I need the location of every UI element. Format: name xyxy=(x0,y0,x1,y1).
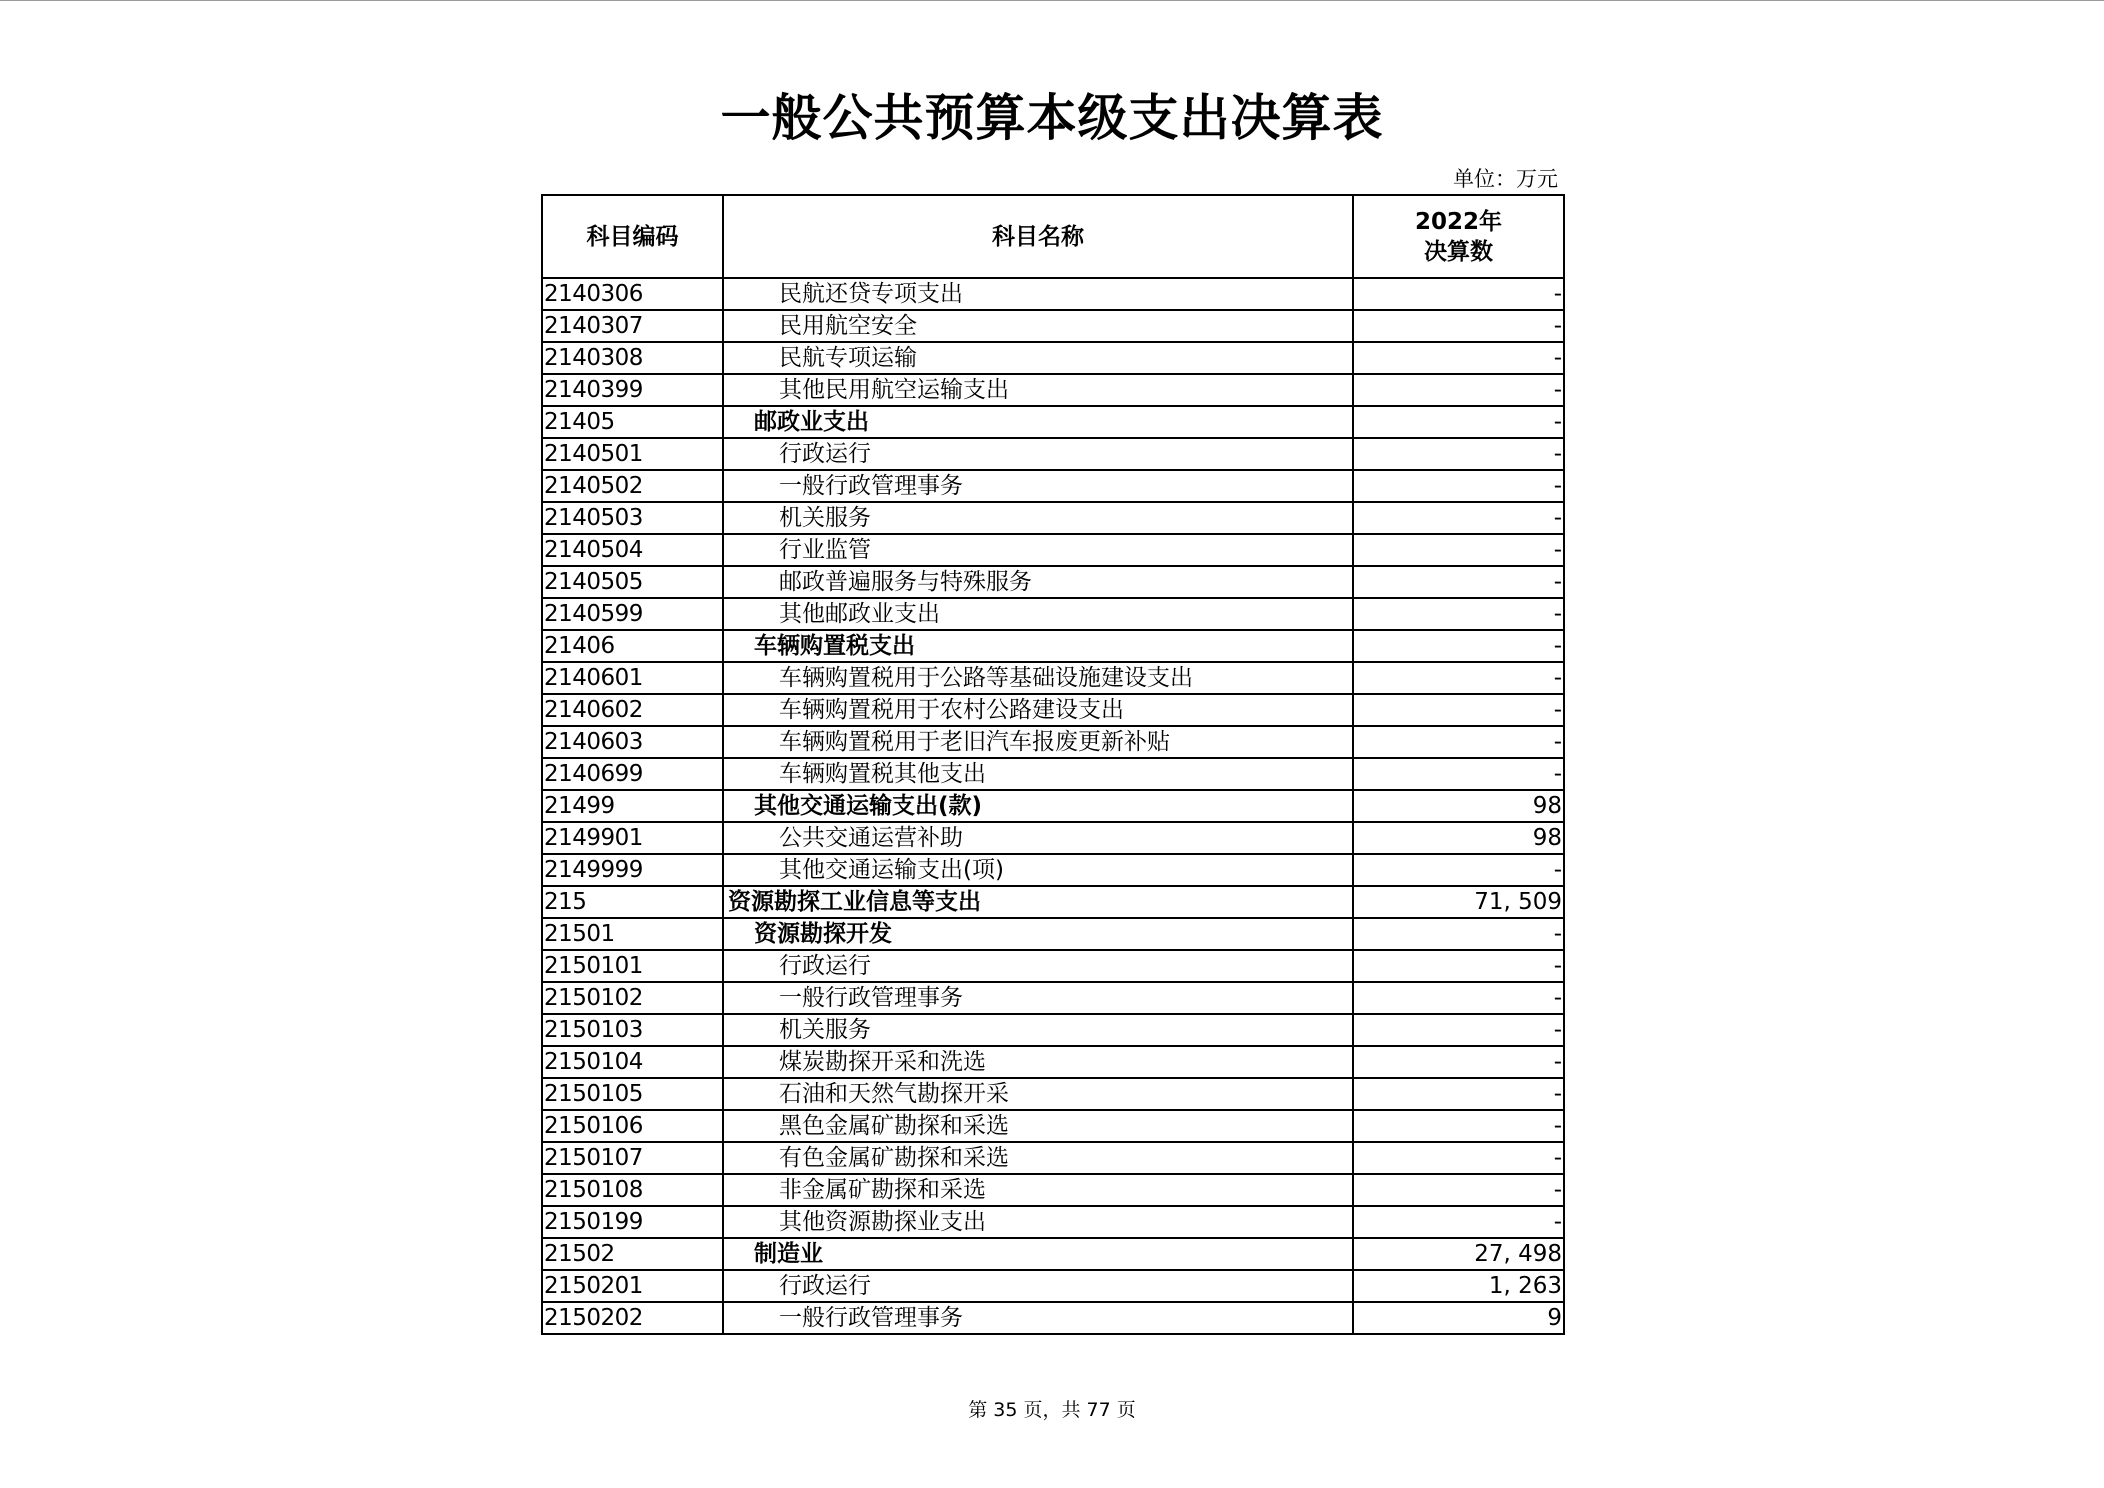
row-value: - xyxy=(1353,1046,1564,1078)
row-name: 其他民用航空运输支出 xyxy=(723,374,1353,406)
header-value xyxy=(1353,195,1564,278)
row-name: 石油和天然气勘探开采 xyxy=(723,1078,1353,1110)
row-code: 2140699 xyxy=(542,758,723,790)
row-value: 9 xyxy=(1353,1302,1564,1334)
row-code: 21405 xyxy=(542,406,723,438)
row-value: - xyxy=(1353,374,1564,406)
table-row xyxy=(542,1110,1564,1142)
row-value: 71, 509 xyxy=(1353,886,1564,918)
table-row xyxy=(542,1046,1564,1078)
row-name: 其他邮政业支出 xyxy=(723,598,1353,630)
header-name: 科目名称 xyxy=(723,195,1353,278)
table-row xyxy=(542,886,1564,918)
row-name: 车辆购置税用于公路等基础设施建设支出 xyxy=(723,662,1353,694)
table-row xyxy=(542,374,1564,406)
row-value: - xyxy=(1353,982,1564,1014)
row-code: 2150104 xyxy=(542,1046,723,1078)
table-row xyxy=(542,470,1564,502)
table-row xyxy=(542,598,1564,630)
row-value: - xyxy=(1353,406,1564,438)
table-row xyxy=(542,502,1564,534)
row-code: 2140505 xyxy=(542,566,723,598)
table-row xyxy=(542,1270,1564,1302)
row-code: 2140502 xyxy=(542,470,723,502)
budget-table xyxy=(541,194,1565,1335)
table-row xyxy=(542,790,1564,822)
row-value: 27, 498 xyxy=(1353,1238,1564,1270)
row-value: - xyxy=(1353,470,1564,502)
table-row xyxy=(542,310,1564,342)
table-body xyxy=(542,278,1564,1334)
row-value: - xyxy=(1353,598,1564,630)
row-code: 21501 xyxy=(542,918,723,950)
row-code: 2150101 xyxy=(542,950,723,982)
row-name: 一般行政管理事务 xyxy=(723,1302,1353,1334)
row-name: 制造业 xyxy=(723,1238,1353,1270)
row-name: 机关服务 xyxy=(723,1014,1353,1046)
row-value: - xyxy=(1353,630,1564,662)
row-name: 其他交通运输支出(项) xyxy=(723,854,1353,886)
row-code: 2149901 xyxy=(542,822,723,854)
row-value: - xyxy=(1353,1174,1564,1206)
row-value: - xyxy=(1353,1014,1564,1046)
row-name: 邮政普遍服务与特殊服务 xyxy=(723,566,1353,598)
row-code: 2150202 xyxy=(542,1302,723,1334)
row-code: 2140599 xyxy=(542,598,723,630)
row-name: 有色金属矿勘探和采选 xyxy=(723,1142,1353,1174)
row-code: 21502 xyxy=(542,1238,723,1270)
row-code: 21406 xyxy=(542,630,723,662)
row-name: 行政运行 xyxy=(723,950,1353,982)
row-name: 行政运行 xyxy=(723,438,1353,470)
row-name: 其他交通运输支出(款) xyxy=(723,790,1353,822)
row-value: - xyxy=(1353,662,1564,694)
row-value: - xyxy=(1353,278,1564,310)
row-code: 2140602 xyxy=(542,694,723,726)
table-row xyxy=(542,1206,1564,1238)
row-code: 2140601 xyxy=(542,662,723,694)
table-row xyxy=(542,1014,1564,1046)
row-value: - xyxy=(1353,758,1564,790)
row-code: 2150201 xyxy=(542,1270,723,1302)
table-row xyxy=(542,758,1564,790)
row-code: 2140308 xyxy=(542,342,723,374)
row-value: - xyxy=(1353,950,1564,982)
table-row xyxy=(542,534,1564,566)
table-row xyxy=(542,278,1564,310)
row-value: - xyxy=(1353,566,1564,598)
row-name: 车辆购置税支出 xyxy=(723,630,1353,662)
header-code: 科目编码 xyxy=(542,195,723,278)
row-value: - xyxy=(1353,1078,1564,1110)
table-row xyxy=(542,950,1564,982)
row-name: 行业监管 xyxy=(723,534,1353,566)
row-name: 邮政业支出 xyxy=(723,406,1353,438)
row-value: - xyxy=(1353,502,1564,534)
page-footer: 第 35 页，共 77 页 xyxy=(968,1399,1136,1421)
table-row xyxy=(542,406,1564,438)
page-title: 一般公共预算本级支出决算表 xyxy=(720,89,1384,147)
row-code: 2140306 xyxy=(542,278,723,310)
row-value: 98 xyxy=(1353,822,1564,854)
table-row xyxy=(542,342,1564,374)
row-code: 2140504 xyxy=(542,534,723,566)
row-name: 民航专项运输 xyxy=(723,342,1353,374)
row-code: 2140503 xyxy=(542,502,723,534)
row-name: 资源勘探工业信息等支出 xyxy=(723,886,1353,918)
row-name: 资源勘探开发 xyxy=(723,918,1353,950)
table-row xyxy=(542,438,1564,470)
row-name: 机关服务 xyxy=(723,502,1353,534)
row-value: - xyxy=(1353,1110,1564,1142)
row-value: 98 xyxy=(1353,790,1564,822)
header-value-label: 决算数 xyxy=(1424,238,1493,265)
table-row xyxy=(542,918,1564,950)
row-code: 2150107 xyxy=(542,1142,723,1174)
row-value: - xyxy=(1353,534,1564,566)
row-name: 民用航空安全 xyxy=(723,310,1353,342)
row-code: 2150105 xyxy=(542,1078,723,1110)
table-row xyxy=(542,726,1564,758)
row-name: 民航还贷专项支出 xyxy=(723,278,1353,310)
table-row xyxy=(542,694,1564,726)
row-name: 行政运行 xyxy=(723,1270,1353,1302)
row-code: 2140501 xyxy=(542,438,723,470)
table-row xyxy=(542,982,1564,1014)
top-rule xyxy=(0,0,2104,1)
row-value: - xyxy=(1353,694,1564,726)
row-name: 非金属矿勘探和采选 xyxy=(723,1174,1353,1206)
row-name: 黑色金属矿勘探和采选 xyxy=(723,1110,1353,1142)
row-name: 公共交通运营补助 xyxy=(723,822,1353,854)
table-row xyxy=(542,1142,1564,1174)
table-row xyxy=(542,630,1564,662)
row-name: 其他资源勘探业支出 xyxy=(723,1206,1353,1238)
row-value: - xyxy=(1353,1206,1564,1238)
row-code: 2150103 xyxy=(542,1014,723,1046)
row-code: 2140603 xyxy=(542,726,723,758)
table-row xyxy=(542,1174,1564,1206)
row-name: 车辆购置税用于农村公路建设支出 xyxy=(723,694,1353,726)
row-value: - xyxy=(1353,854,1564,886)
row-code: 2140399 xyxy=(542,374,723,406)
row-value: - xyxy=(1353,438,1564,470)
row-code: 2150102 xyxy=(542,982,723,1014)
header-row xyxy=(542,195,1564,278)
row-code: 2150108 xyxy=(542,1174,723,1206)
table-row xyxy=(542,854,1564,886)
row-value: - xyxy=(1353,726,1564,758)
row-code: 2149999 xyxy=(542,854,723,886)
row-name: 煤炭勘探开采和洗选 xyxy=(723,1046,1353,1078)
header-value-year: 2022年 xyxy=(1414,208,1502,235)
row-code: 2140307 xyxy=(542,310,723,342)
row-name: 车辆购置税用于老旧汽车报废更新补贴 xyxy=(723,726,1353,758)
row-name: 车辆购置税其他支出 xyxy=(723,758,1353,790)
row-name: 一般行政管理事务 xyxy=(723,470,1353,502)
table-row xyxy=(542,1238,1564,1270)
row-value: - xyxy=(1353,918,1564,950)
row-code: 21499 xyxy=(542,790,723,822)
table-header xyxy=(542,195,1564,278)
row-value: - xyxy=(1353,310,1564,342)
row-code: 2150106 xyxy=(542,1110,723,1142)
row-value: - xyxy=(1353,342,1564,374)
row-name: 一般行政管理事务 xyxy=(723,982,1353,1014)
table-row xyxy=(542,566,1564,598)
row-code: 215 xyxy=(542,886,723,918)
row-value: 1, 263 xyxy=(1353,1270,1564,1302)
unit-label: 单位：万元 xyxy=(1453,167,1558,191)
row-value: - xyxy=(1353,1142,1564,1174)
table-row xyxy=(542,1078,1564,1110)
table-row xyxy=(542,662,1564,694)
table-row xyxy=(542,822,1564,854)
table-row xyxy=(542,1302,1564,1334)
row-code: 2150199 xyxy=(542,1206,723,1238)
